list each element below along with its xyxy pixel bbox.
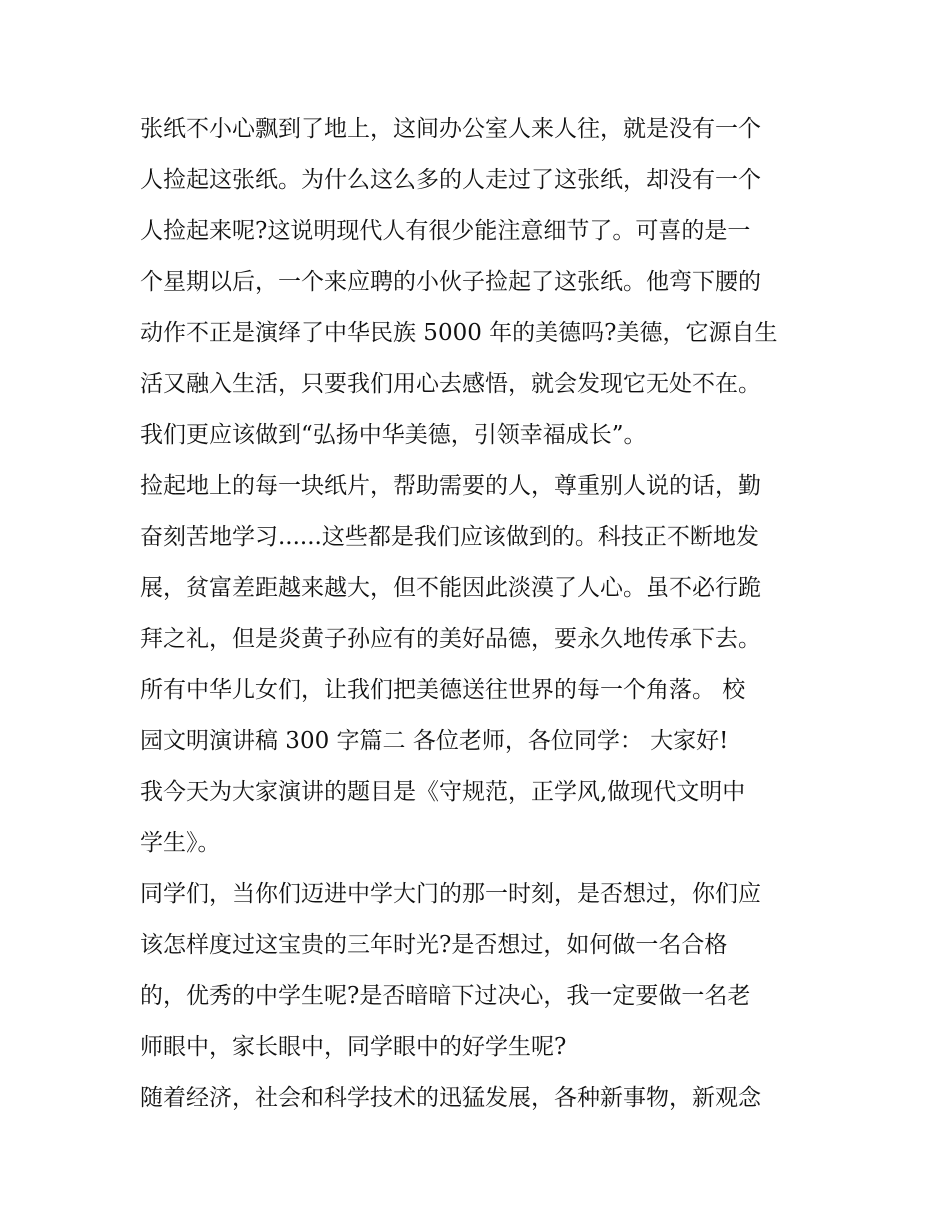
text-line: 活又融入生活，只要我们用心去感悟，就会发现它无处不在。 bbox=[140, 371, 761, 397]
text-line: 人捡起来呢?这说明现代人有很少能注意细节了。可喜的是一 bbox=[140, 218, 751, 244]
text-line: 我今天为大家演讲的题目是《守规范，正学风,做现代文明中 bbox=[140, 779, 746, 805]
text-line: 动作不正是演绎了中华民族 5000 年的美德吗?美德，它源自生 bbox=[140, 320, 778, 346]
text-line: 随着经济，社会和科学技术的迅猛发展，各种新事物，新观念 bbox=[140, 1085, 761, 1111]
text-line: 所有中华儿女们，让我们把美德送往世界的每一个角落。 校 bbox=[140, 677, 746, 703]
text-line: 该怎样度过这宝贵的三年时光?是否想过，如何做一名合格 bbox=[140, 932, 728, 958]
text-line: 个星期以后，一个来应聘的小伙子捡起了这张纸。他弯下腰的 bbox=[140, 269, 761, 295]
text-line: 的，优秀的中学生呢?是否暗暗下过决心，我一定要做一名老 bbox=[140, 983, 751, 1009]
text-line: 拜之礼，但是炎黄子孙应有的美好品德，要永久地传承下去。 bbox=[140, 626, 761, 652]
text-line: 展，贫富差距越来越大，但不能因此淡漠了人心。虽不必行跪 bbox=[140, 575, 761, 601]
text-line: 学生》。 bbox=[140, 830, 221, 856]
text-line: 园文明演讲稿 300 字篇二 各位老师，各位同学： 大家好! bbox=[140, 728, 729, 754]
text-line: 张纸不小心飘到了地上，这间办公室人来人往，就是没有一个 bbox=[140, 116, 761, 142]
text-line: 奋刻苦地学习......这些都是我们应该做到的。科技正不断地发 bbox=[140, 524, 759, 550]
text-line: 捡起地上的每一块纸片，帮助需要的人，尊重别人说的话，勤 bbox=[140, 473, 761, 499]
text-line: 我们更应该做到“弘扬中华美德，引领幸福成长”。 bbox=[140, 422, 647, 448]
text-line: 师眼中，家长眼中，同学眼中的好学生呢? bbox=[140, 1034, 567, 1060]
text-line: 人捡起这张纸。为什么这么多的人走过了这张纸，却没有一个 bbox=[140, 167, 761, 193]
body-text bbox=[140, 104, 820, 1124]
text-line: 同学们，当你们迈进中学大门的那一时刻，是否想过，你们应 bbox=[140, 881, 761, 907]
